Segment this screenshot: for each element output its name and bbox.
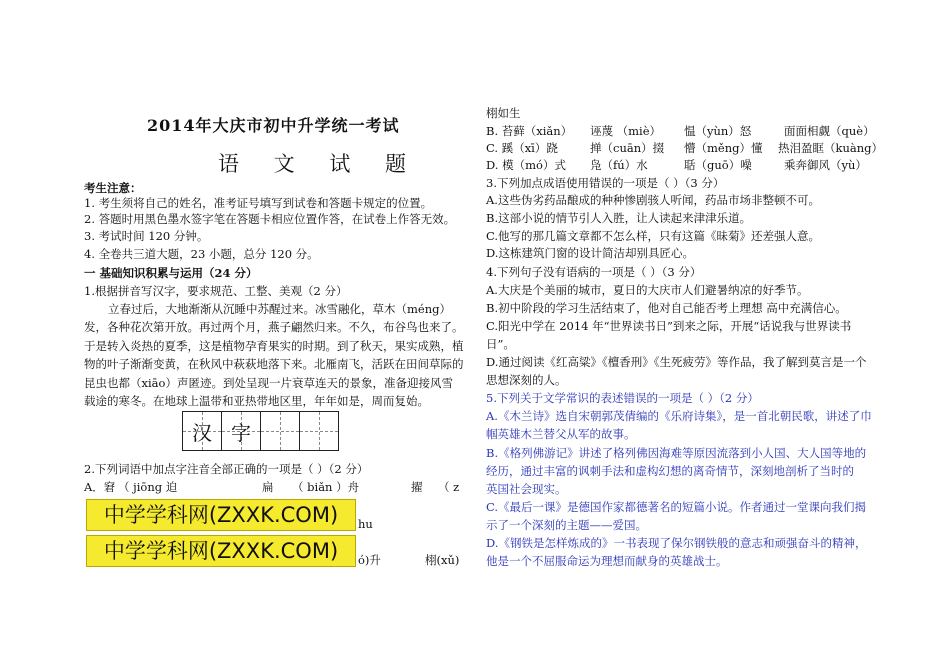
q2-option-b: 面面相觑（què）	[784, 124, 875, 138]
q5-option: A.《木兰诗》选自宋朝郭茂倩编的《乐府诗集》，是一首北朝民歌，讲述了巾	[486, 409, 872, 423]
q4-option: A.大庆是个美丽的城市，夏日的大庆市人们避暑纳凉的好季节。	[486, 283, 809, 297]
notice-item: 3. 考试时间 120 分钟。	[84, 229, 209, 243]
notice-heading: 考生注意：	[84, 181, 142, 195]
question-5: 5.下列关于文学常识的表述错误的一项是（ ）（2 分）	[486, 391, 759, 405]
question-1-passage: 立春过后，大地渐渐从沉睡中苏醒过来。冰雪融化，草木（méng）发，各种花次第开放。再过两个月，燕子翩然归来。不久，布谷鸟也来了。于是转入炎热的夏季，这是植物孕育果实的时期。到了秋天，果实成熟，植物的叶子渐渐变黄，在秋风中萩萩地落下来。北雁南飞，活跃在田间草际的昆虫也都（xiāo）声匿迹。到处呈现一片衰草连天的景象，准备迎接风雪载途的寒冬。在地球上温带和亚热带地区里，年年如是，周而复始。	[84, 302, 464, 409]
notice-item: 1. 考生须将自己的姓名，准考证号填写到试卷和答题卡规定的位置。	[84, 196, 433, 210]
q4-option: C.阳光中学在 2014 年“世界读书日”到来之际，开展“话说我与世界读书	[486, 319, 852, 333]
q2-option-d: 凫（fú）水	[590, 158, 648, 172]
notice-item: 2. 答题时用黑色墨水签字笔在答题卡相应位置作答，在试卷上作答无效。	[84, 212, 456, 226]
q2-continuation: 栩如生	[486, 106, 521, 120]
q3-option: D.这栋建筑门窗的设计简洁却别具匠心。	[486, 246, 694, 260]
writing-grid	[182, 411, 339, 451]
grid-cell	[300, 412, 338, 450]
q2-option-a-pinyin: （ biǎn ）舟	[292, 480, 360, 494]
grid-cell: 字	[222, 412, 261, 450]
grid-cell: 汉	[183, 412, 222, 450]
watermark-banner: 中学学科网(ZXXK.COM)	[86, 499, 356, 531]
q3-option: B.这部小说的情节引人入胜，让人读起来津津乐道。	[486, 211, 752, 225]
q4-option: 日”。	[486, 337, 515, 351]
q2-option-b: 诬蔑 （miè）	[590, 124, 662, 138]
question-2: 2.下列词语中加点字注音全部正确的一项是（ ）（2 分）	[84, 462, 369, 476]
q2-option-a-word: 扁	[262, 480, 274, 494]
exam-title: 2014年大庆市初中升学统一考试	[147, 116, 400, 135]
watermark-banner: 中学学科网(ZXXK.COM)	[86, 535, 356, 567]
q2-option-a-pinyin: （ z	[438, 480, 460, 494]
q5-option: 经历，通过丰富的讽刺手法和虚构幻想的离奇情节，深刻地剖析了当时的	[486, 464, 854, 478]
q2-option-a-prefix: A．窘	[84, 480, 116, 494]
exam-subtitle: 语 文 试 题	[218, 152, 421, 176]
q3-option: A.这些伪劣药品酿成的种种惨剧骇人听闻，药品市场非整顿不可。	[486, 193, 820, 207]
q5-option: B.《格列佛游记》讲述了格列佛因海难等原因流落到小人国、大人国等地的	[486, 446, 867, 460]
q5-option: D.《钢铁是怎样炼成的》一书表现了保尔钢铁般的意志和顽强奋斗的精神，	[486, 536, 867, 550]
q2-option-a-pinyin: （ jiōng 迫	[118, 480, 178, 494]
question-4: 4.下列句子没有语病的一项是（ ）（3 分）	[486, 265, 702, 279]
q5-option: 帼英雄木兰替父从军的故事。	[486, 427, 636, 441]
q4-option: B.初中阶段的学习生活结束了，他对自己能否考上理想 高中充满信心。	[486, 301, 847, 315]
q2-option-c: 掸（cuān）掇	[590, 141, 665, 155]
q2-option-d: 聒（guō）噪	[684, 158, 752, 172]
q5-option: 示了一个深刻的主题——爱国。	[486, 518, 647, 532]
q2-option-d: 乘奔御风（yù）	[784, 158, 867, 172]
q5-option: C.《最后一课》是德国作家都德著名的短篇小说。作者通过一堂课向我们揭	[486, 500, 867, 514]
question-1: 1.根据拼音写汉字，要求规范、工整、美观（2 分）	[84, 284, 348, 298]
q5-option: 他是一个不屈服命运为理想而献身的英雄战士。	[486, 554, 728, 568]
q4-option: 思想深刻的人。	[486, 373, 567, 387]
q3-option: C.他写的那几篇文章都不怎么样，只有这篇《昧菊》还差强人意。	[486, 229, 821, 243]
q2-option-c: 热泪盈眶（kuàng）	[778, 141, 883, 155]
q2-option-d: D. 模（mó）式	[486, 158, 566, 172]
q2-option-a-word: 擢	[411, 480, 423, 494]
q4-option: D.通过阅读《红高粱》《檀香刑》《生死疲劳》等作品，我了解到莫言是一个	[486, 355, 867, 369]
grid-cell	[261, 412, 300, 450]
text-fragment: ó)升	[358, 553, 381, 567]
text-fragment: hu	[358, 517, 373, 531]
text-fragment: 栩(xǔ)	[425, 553, 460, 567]
q2-option-b: B. 苔藓（xiǎn）	[486, 124, 573, 138]
notice-item: 4. 全卷共三道大题，23 小题，总分 120 分。	[84, 247, 319, 261]
question-3: 3.下列加点成语使用错误的一项是（ ）（3 分）	[486, 176, 725, 190]
section-heading: 一 基础知识积累与运用（24 分）	[84, 266, 258, 280]
q2-option-b: 愠（yùn）怒	[684, 124, 752, 138]
q5-option: 英国社会现实。	[486, 482, 567, 496]
q2-option-c: C. 蹊（xī）跷	[486, 141, 558, 155]
q2-option-c: 懵（měng）懂	[684, 141, 763, 155]
